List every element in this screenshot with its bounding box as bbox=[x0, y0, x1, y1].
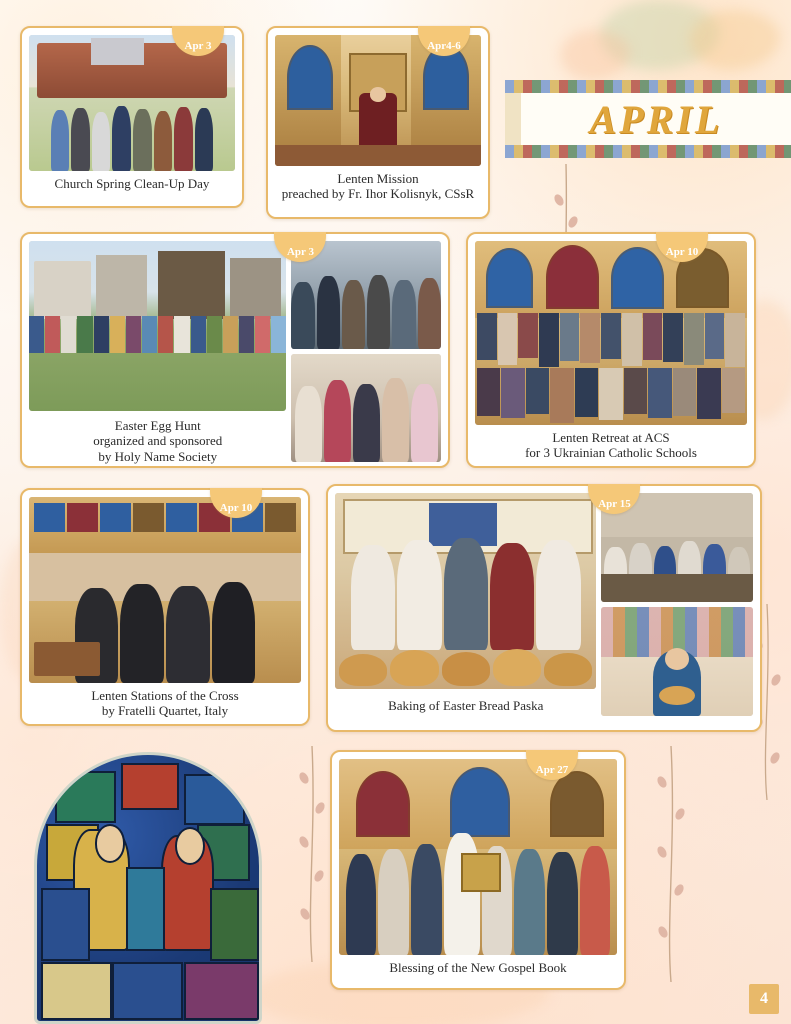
stained-glass-window-apostles bbox=[34, 752, 262, 1024]
event-card-lenten-mission bbox=[266, 26, 490, 219]
event-card-lenten-stations-of-the-cross bbox=[20, 488, 310, 726]
event-caption bbox=[335, 689, 596, 715]
banner-ornament-top bbox=[505, 80, 791, 93]
event-photo bbox=[29, 241, 286, 411]
event-caption bbox=[475, 425, 747, 463]
caption-line: organized and sponsored bbox=[93, 433, 223, 449]
caption-line: by Holy Name Society bbox=[98, 448, 218, 464]
event-caption bbox=[275, 166, 481, 204]
caption-line: Lenten Stations of the Cross bbox=[91, 688, 239, 703]
event-photo bbox=[475, 241, 747, 425]
photo-collage bbox=[335, 493, 753, 726]
event-photo bbox=[291, 354, 441, 462]
event-photo bbox=[335, 493, 596, 689]
event-card-blessing-of-the-new-gospel-book bbox=[330, 750, 626, 990]
event-photo bbox=[339, 759, 617, 955]
watercolor-splotch bbox=[560, 30, 630, 80]
date-badge: Apr 3 bbox=[274, 232, 326, 262]
event-card-easter-egg-hunt bbox=[20, 232, 450, 468]
twig-decoration bbox=[648, 742, 694, 982]
event-photo bbox=[601, 607, 753, 716]
caption-line: Easter Egg Hunt bbox=[114, 418, 201, 433]
date-badge: Apr 3 bbox=[172, 26, 224, 56]
caption-line: Lenten Mission bbox=[337, 171, 419, 186]
date-badge: Apr 15 bbox=[588, 484, 640, 514]
watercolor-splotch bbox=[690, 10, 780, 70]
caption-line: preached by Fr. Ihor Kolisnyk, CSsR bbox=[281, 186, 475, 202]
event-caption bbox=[29, 683, 301, 721]
watercolor-splotch bbox=[600, 0, 720, 70]
twig-decoration bbox=[292, 742, 332, 962]
event-photo bbox=[29, 497, 301, 683]
month-banner bbox=[505, 80, 791, 158]
date-badge: Apr 10 bbox=[656, 232, 708, 262]
caption-line: Church Spring Clean-Up Day bbox=[54, 176, 210, 191]
date-badge: Apr 10 bbox=[210, 488, 262, 518]
event-card-baking-of-easter-bread-paska bbox=[326, 484, 762, 732]
banner-ornament-bottom bbox=[505, 145, 791, 158]
photo-collage bbox=[29, 241, 441, 462]
event-caption bbox=[29, 411, 286, 466]
month-title: APRIL bbox=[589, 96, 723, 142]
date-badge: Apr 27 bbox=[526, 750, 578, 780]
event-card-lenten-retreat-at-acs bbox=[466, 232, 756, 468]
event-card-church-spring-clean-up-day bbox=[20, 26, 244, 208]
page-number: 4 bbox=[749, 984, 779, 1014]
caption-line: Baking of Easter Bread Paska bbox=[388, 698, 544, 713]
caption-line: Lenten Retreat at ACS bbox=[552, 430, 670, 445]
event-caption bbox=[339, 955, 617, 977]
banner-band bbox=[521, 93, 791, 145]
date-badge: Apr4-6 bbox=[418, 26, 470, 56]
caption-line: for 3 Ukrainian Catholic Schools bbox=[525, 445, 697, 461]
caption-line: Blessing of the New Gospel Book bbox=[389, 960, 567, 975]
event-photo bbox=[29, 35, 235, 171]
event-caption bbox=[29, 171, 235, 193]
caption-line: by Fratelli Quartet, Italy bbox=[101, 703, 229, 719]
